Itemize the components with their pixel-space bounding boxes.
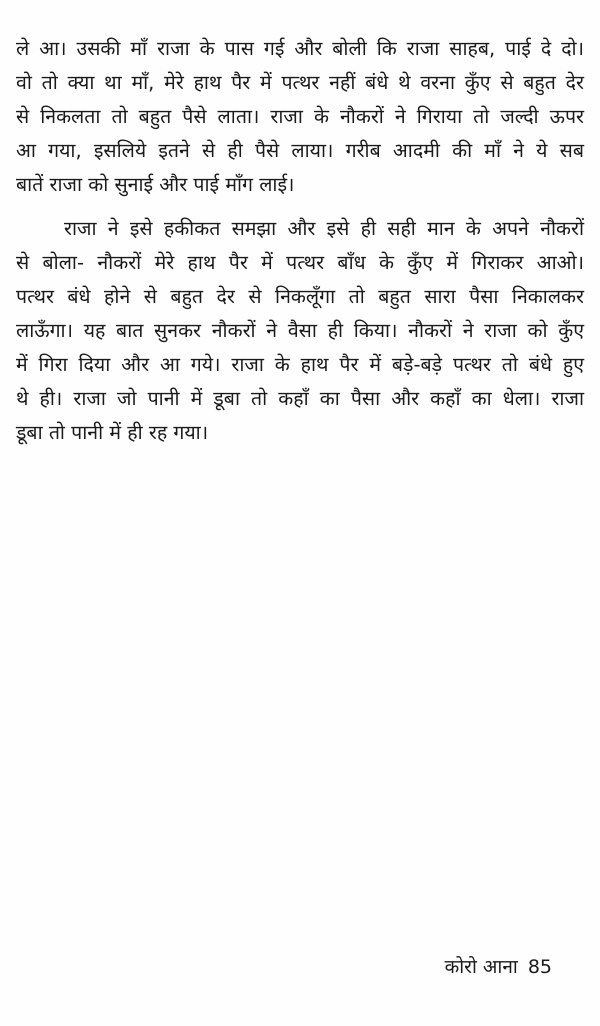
text-line: से निकलता तो बहुत पैसे लाता। राजा के नौकरों ने गिराया तो जल्दी ऊपर — [16, 105, 584, 128]
text-line: से बोला- नौकरों मेरे हाथ पैर में पत्थर बाँध के कुँए में गिराकर आओ। — [16, 251, 584, 274]
text-line: डूबा तो पानी में ही रह गया। — [16, 421, 209, 444]
text-line: में गिरा दिया और आ गये। राजा के हाथ पैर में बड़े-बड़े पत्थर तो बंधे हुए — [16, 353, 584, 376]
text-line: राजा ने इसे हकीकत समझा और इसे ही सही मान के अपने नौकरों — [64, 217, 584, 240]
running-title: कोरो आना — [444, 956, 518, 978]
text-line: आ गया, इसलिये इतने से ही पैसे लाया। गरीब आदमी की माँ ने ये सब — [16, 139, 584, 162]
text-line: वो तो क्या था माँ, मेरे हाथ पैर में पत्थर नहीं बंधे थे वरना कुँए से बहुत देर — [16, 71, 584, 94]
page-number: 85 — [527, 956, 552, 978]
text-line: ले आ। उसकी माँ राजा के पास गई और बोली कि राजा साहब, पाई दे दो। — [16, 37, 584, 60]
text-line: लाऊँगा। यह बात सुनकर नौकरों ने वैसा ही किया। नौकरों ने राजा को कुँए — [16, 319, 584, 342]
text-line: थे ही। राजा जो पानी में डूबा तो कहाँ का पैसा और कहाँ का धेला। राजा — [16, 387, 584, 410]
page-footer — [445, 952, 552, 982]
text-line: बातें राजा को सुनाई और पाई माँग लाई। — [16, 173, 295, 196]
text-line: पत्थर बंधे होने से बहुत देर से निकलूँगा तो बहुत सारा पैसा निकालकर — [16, 285, 584, 308]
